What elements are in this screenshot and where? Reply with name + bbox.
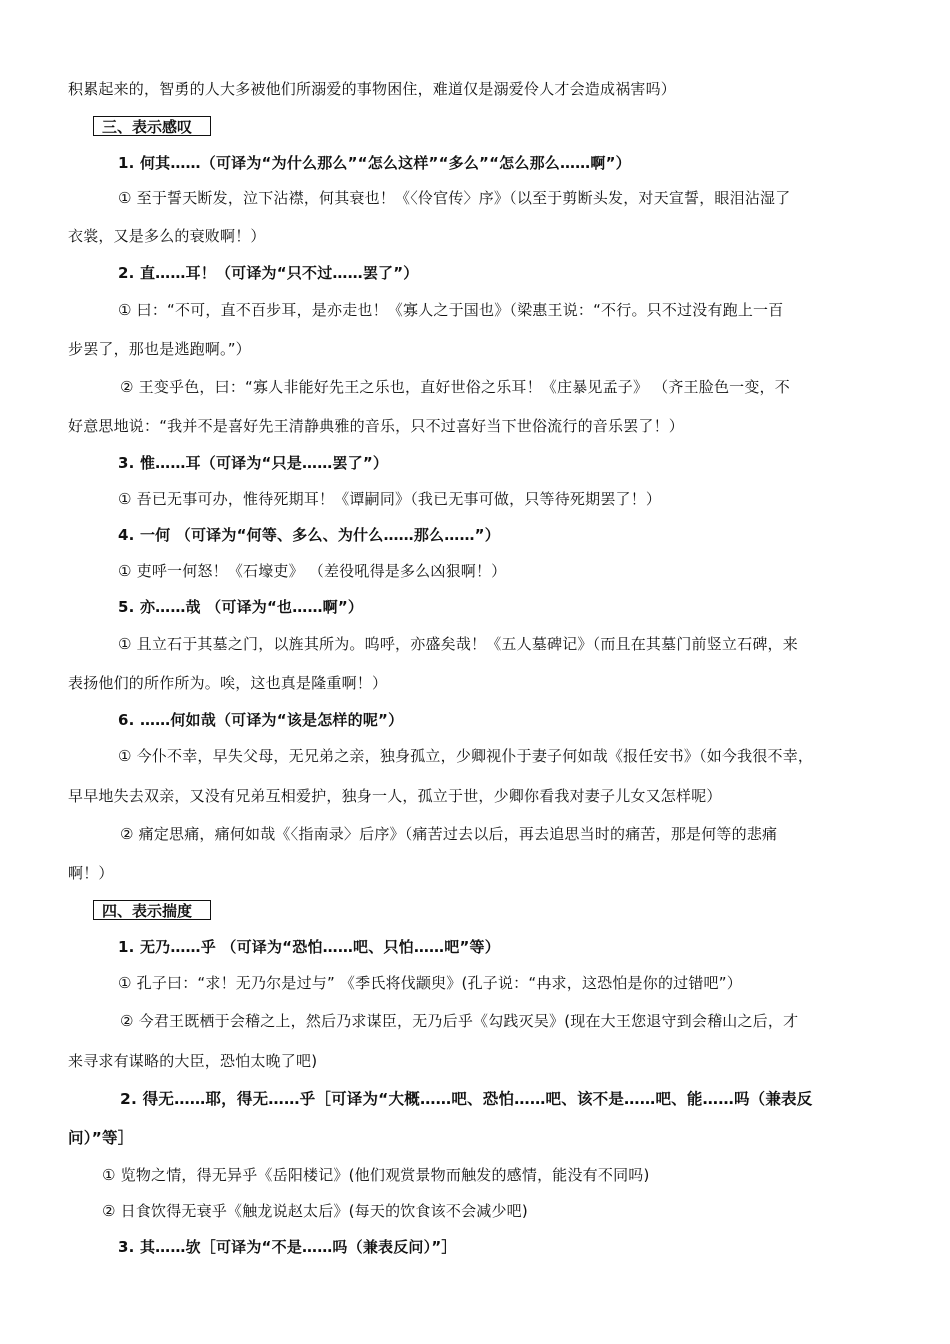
item-heading: 3. 其……欤［可译为“不是……吗（兼表反问）”］ xyxy=(118,1238,457,1256)
text-line: 好意思地说：“我并不是喜好先王清静典雅的音乐，只不过喜好当下世俗流行的音乐罢了！） xyxy=(68,417,684,435)
item-heading-continued: 问）”等］ xyxy=(68,1129,134,1147)
text-line: ② 日食饮得无衰乎《触龙说赵太后》(每天的饮食该不会减少吧) xyxy=(102,1202,528,1220)
text-line: ② 痛定思痛，痛何如哉《〈指南录〉后序》（痛苦过去以后，再去追思当时的痛苦，那是何等的悲痛 xyxy=(120,825,778,843)
text-line: ① 吾已无事可办，惟待死期耳！《谭嗣同》（我已无事可做，只等待死期罢了！） xyxy=(118,490,662,508)
section-heading-exclamation: 三、表示感叹 xyxy=(93,116,211,136)
text-line: 早早地失去双亲，又没有兄弟互相爱护，独身一人，孤立于世，少卿你看我对妻子儿女又怎样呢） xyxy=(68,787,722,805)
text-line: 衣裳，又是多么的衰败啊！） xyxy=(68,227,266,245)
text-line: ② 王变乎色，曰：“寡人非能好先王之乐也，直好世俗之乐耳！《庄暴见孟子》 （齐王脸色一变，不 xyxy=(120,378,790,396)
text-line: 积累起来的，智勇的人大多被他们所溺爱的事物困住，难道仅是溺爱伶人才会造成祸害吗） xyxy=(68,80,677,98)
item-heading: 4. 一何 （可译为“何等、多么、为什么……那么……”） xyxy=(118,526,500,544)
item-heading: 3. 惟……耳（可译为“只是……罢了”） xyxy=(118,454,389,472)
item-heading: 1. 无乃……乎 （可译为“恐怕……吧、只怕……吧”等） xyxy=(118,938,500,956)
text-line: ① 曰：“不可，直不百步耳，是亦走也！《寡人之于国也》（梁惠王说：“不行。只不过没有跑上一百 xyxy=(118,301,784,319)
text-line: ① 孔子曰：“求！无乃尔是过与” 《季氏将伐颛臾》(孔子说：“冉求，这恐怕是你的过错吧”） xyxy=(118,974,742,992)
text-line: ① 览物之情，得无异乎《岳阳楼记》(他们观赏景物而触发的感情，能没有不同吗) xyxy=(102,1166,650,1184)
text-line: ② 今君王既栖于会稽之上，然后乃求谋臣，无乃后乎《勾践灭吴》(现在大王您退守到会稽山之后，才 xyxy=(120,1012,799,1030)
item-heading: 5. 亦……哉 （可译为“也……啊”） xyxy=(118,598,364,616)
item-heading: 1. 何其……（可译为“为什么那么”“怎么这样”“多么”“怎么那么……啊”） xyxy=(118,154,631,172)
text-line: 表扬他们的所作所为。唉，这也真是隆重啊！） xyxy=(68,674,388,692)
item-heading: 2. 得无……耶，得无……乎［可译为“大概……吧、恐怕……吧、该不是……吧、能……吗（兼表反 xyxy=(120,1090,813,1108)
item-heading: 2. 直……耳！（可译为“只不过……罢了”） xyxy=(118,264,419,282)
text-line: ① 今仆不幸，早失父母，无兄弟之亲，独身孤立，少卿视仆于妻子何如哉《报任安书》（如今我很不幸， xyxy=(118,747,814,765)
text-line: 步罢了，那也是逃跑啊。”） xyxy=(68,340,251,358)
text-line: 来寻求有谋略的大臣，恐怕太晚了吧) xyxy=(68,1052,318,1070)
text-line: ① 且立石于其墓之门，以旌其所为。呜呼，亦盛矣哉！《五人墓碑记》（而且在其墓门前竖立石碑，来 xyxy=(118,635,798,653)
text-line: 啊！） xyxy=(68,864,114,882)
item-heading: 6. ……何如哉（可译为“该是怎样的呢”） xyxy=(118,711,404,729)
text-line: ① 吏呼一何怒！《石壕吏》 （差役吼得是多么凶狠啊！） xyxy=(118,562,507,580)
section-heading-speculation: 四、表示揣度 xyxy=(93,900,211,920)
text-line: ① 至于誓天断发，泣下沾襟，何其衰也！《〈伶官传〉序》（以至于剪断头发，对天宣誓，眼泪沾湿了 xyxy=(118,189,791,207)
